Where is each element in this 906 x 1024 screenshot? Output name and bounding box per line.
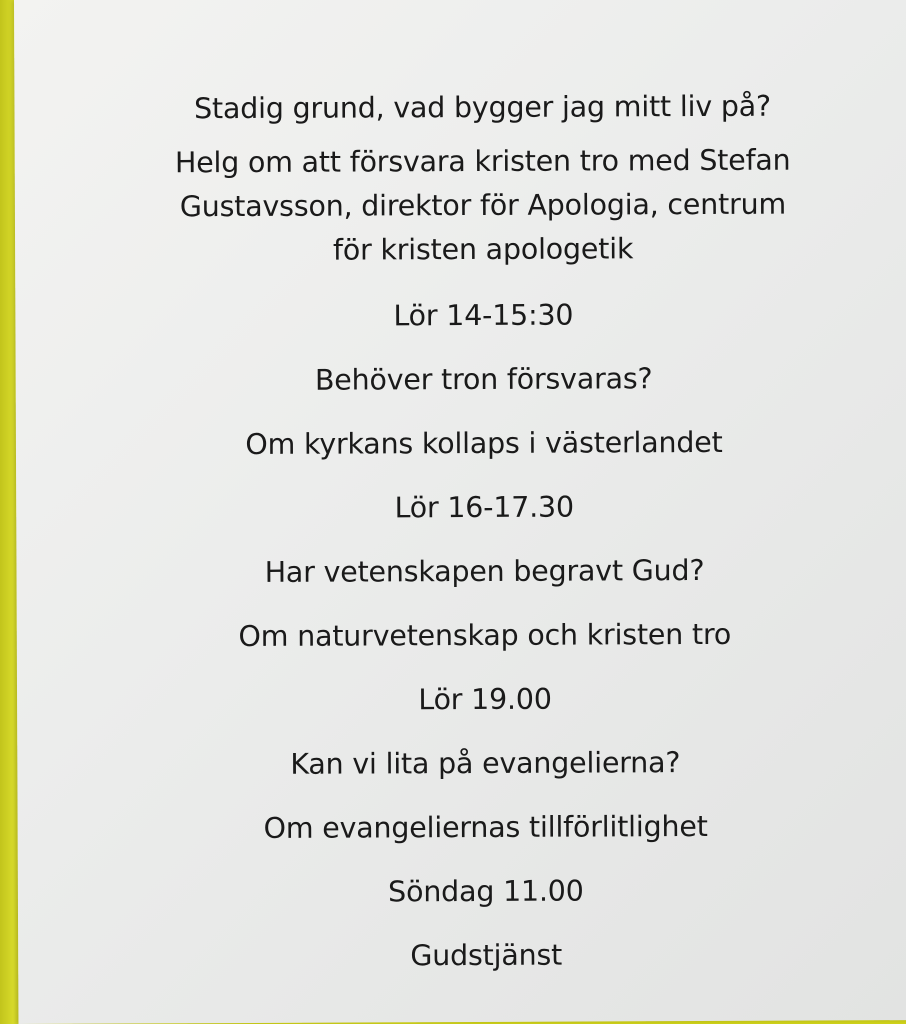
session-4-question: Gudstjänst	[410, 938, 563, 973]
session-3-time: Lör 19.00	[418, 682, 552, 717]
session-3-question: Kan vi lita på evangelierna?	[290, 746, 681, 781]
session-4-time: Söndag 11.00	[388, 874, 584, 909]
session-1-time: Lör 14-15:30	[393, 298, 574, 333]
session-1-topic: Om kyrkans kollaps i västerlandet	[245, 425, 723, 461]
session-3-topic: Om evangeliernas tillförlitlighet	[263, 809, 708, 845]
session-2-topic: Om naturvetenskap och kristen tro	[238, 617, 732, 654]
session-2-time: Lör 16-17.30	[394, 490, 574, 525]
session-2-question: Har vetenskapen begravt Gud?	[264, 553, 705, 589]
paper-sheet	[14, 0, 906, 1024]
intro-line-2: Gustavsson, direktor för Apologia, centrum	[179, 187, 787, 224]
intro-line-3: för kristen apologetik	[332, 232, 634, 267]
session-1-question: Behöver tron försvaras?	[314, 362, 653, 397]
document-title: Stadig grund, vad bygger jag mitt liv på?	[193, 89, 771, 126]
document-body	[24, 86, 906, 978]
intro-line-1: Helg om att försvara kristen tro med Stefan	[174, 143, 791, 180]
